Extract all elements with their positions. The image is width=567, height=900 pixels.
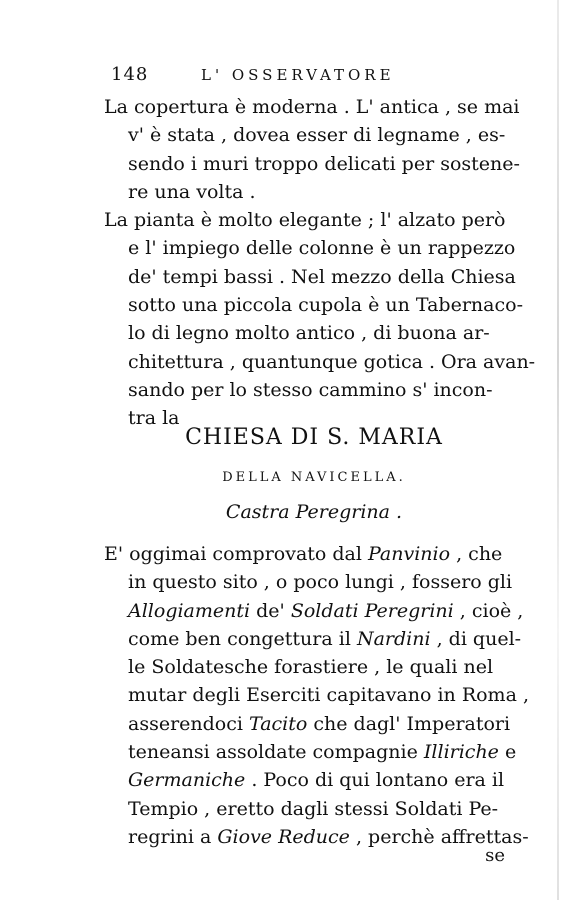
catchword: se [485, 845, 505, 866]
section-subsubtitle: Castra Peregrina . [225, 501, 403, 523]
italic-span: Panvinio [368, 543, 451, 565]
text-line: in questo sito , o poco lungi , fossero gli [128, 571, 513, 594]
text-span: e [498, 741, 517, 764]
text-block-top [104, 93, 536, 433]
text-line [104, 597, 524, 625]
text-span: regrini a [128, 825, 218, 848]
text-line: tra la [128, 407, 180, 430]
text-line [104, 540, 524, 568]
page-edge [557, 0, 559, 900]
text-block-bottom [104, 540, 529, 851]
italic-span: Illiriche [423, 741, 499, 764]
text-line: v' è stata , dovea esser di legname , es- [128, 124, 506, 147]
running-head: L' OSSERVATORE [201, 66, 395, 84]
text-line: sendo i muri troppo delicati per sostene- [128, 152, 520, 175]
text-line [104, 738, 524, 766]
page-header [111, 64, 431, 88]
text-span: come ben congettura il [128, 627, 357, 650]
text-line: sotto una piccola cupola è un Tabernaco- [128, 294, 523, 317]
text-line: mutar degli Eserciti capitavano in Roma , [128, 684, 529, 707]
text-span: asserendoci [128, 712, 249, 735]
text-span: , perchè affrettas- [349, 825, 529, 848]
text-line [104, 766, 524, 794]
page-number: 148 [111, 64, 149, 85]
text-span: , cioè , [453, 599, 524, 622]
text-line: re una volta . [128, 180, 256, 203]
text-line: Tempio , eretto dagli stessi Soldati Pe- [128, 797, 499, 820]
text-line: La copertura è moderna . L' antica , se mai [104, 96, 520, 118]
text-line: La pianta è molto elegante ; l' alzato però [104, 209, 506, 232]
text-line: sando per lo stesso cammino s' incon- [128, 378, 493, 401]
text-line [104, 625, 524, 653]
text-line: de' tempi bassi . Nel mezzo della Chiesa [128, 265, 516, 288]
italic-span: Giove Reduce [217, 825, 350, 848]
italic-span: Nardini [356, 627, 431, 650]
text-span: E' oggimai comprovato dal [104, 543, 368, 565]
text-line: e l' impiego delle colonne è un rappezzo [128, 237, 516, 260]
text-line: chitettura , quantunque gotica . Ora avan- [128, 350, 536, 373]
text-span: , che [450, 543, 503, 565]
italic-span: Soldati Peregrini [290, 599, 454, 622]
text-line [104, 823, 529, 851]
section-title: CHIESA DI S. MARIA [185, 425, 443, 450]
text-span: teneansi assoldate compagnie [128, 741, 424, 764]
text-span: de' [250, 599, 291, 622]
text-line: le Soldatesche forastiere , le quali nel [128, 656, 494, 679]
text-span: che dagl' Imperatori [307, 712, 511, 735]
text-line [104, 710, 524, 738]
italic-span: Germaniche [128, 769, 246, 792]
text-span: . Poco di qui lontano era il [245, 769, 505, 792]
italic-span: Allogiamenti [128, 599, 251, 622]
italic-span: Tacito [249, 712, 308, 735]
text-span: , di quel- [430, 627, 522, 650]
section-subtitle: DELLA NAVICELLA. [222, 470, 406, 485]
text-line: lo di legno molto antico , di buona ar- [128, 322, 490, 345]
